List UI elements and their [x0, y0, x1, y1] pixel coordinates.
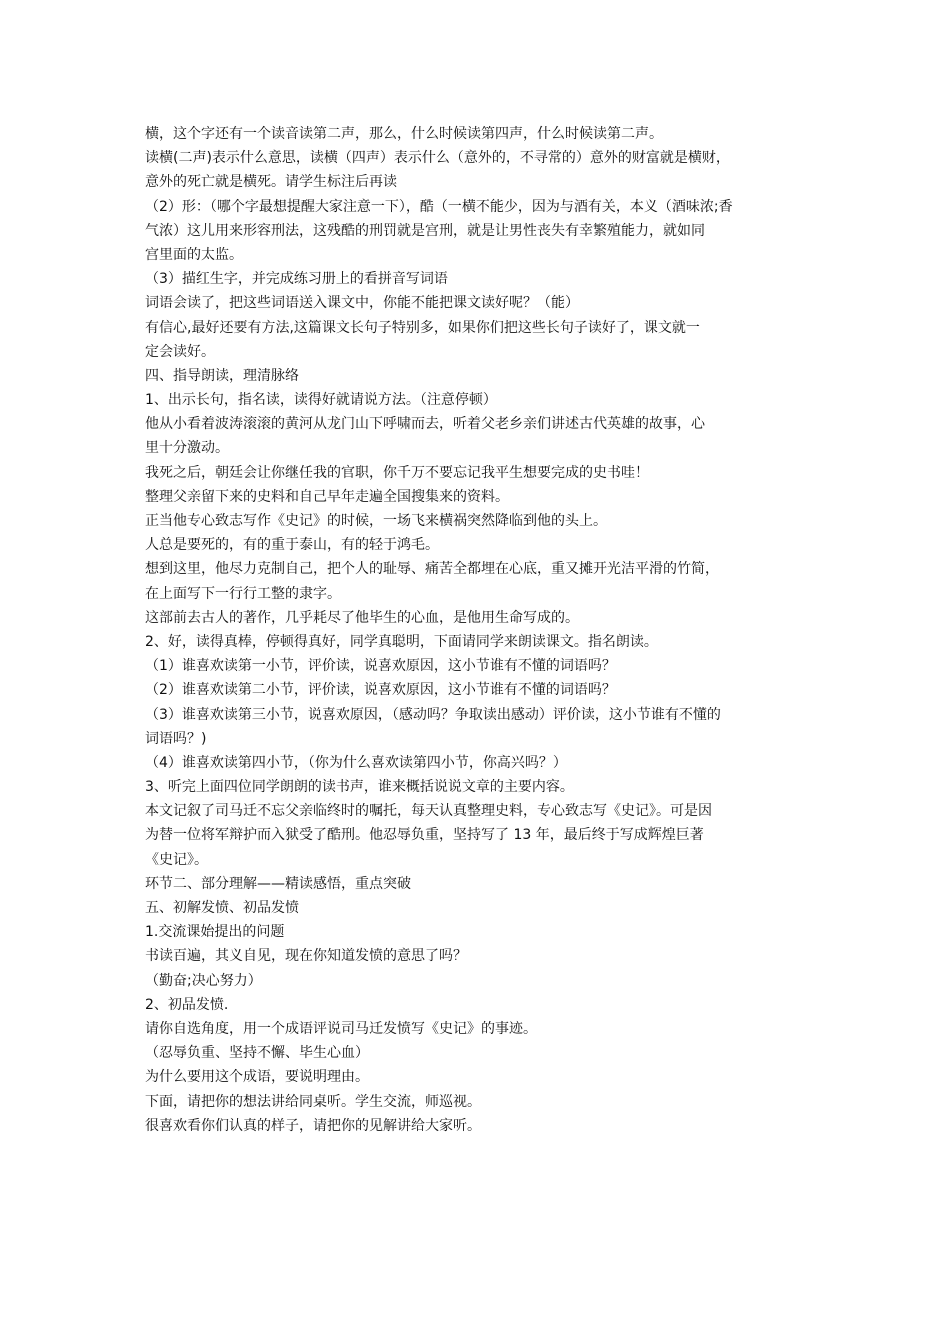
paragraph: [145, 1090, 810, 1114]
document-body: [145, 122, 810, 1138]
paragraph: [145, 1114, 810, 1138]
text-line: 《史记》。: [145, 851, 208, 868]
text-line: 气浓）这儿用来形容刑法，这残酷的刑罚就是宫刑，就是让男性丧失有幸繁殖能力，就如同: [145, 222, 705, 239]
paragraph: [145, 630, 810, 654]
paragraph: [145, 291, 810, 315]
paragraph: [145, 412, 810, 460]
paragraph: [145, 920, 810, 944]
paragraph: [145, 485, 810, 509]
paragraph: [145, 557, 810, 605]
paragraph: [145, 267, 810, 291]
text-line: 读横(二声)表示什么意思，读横（四声）表示什么（意外的，不寻常的）意外的财富就是横财，: [145, 150, 730, 167]
paragraph: [145, 1065, 810, 1089]
paragraph: [145, 1017, 810, 1041]
text-line: 这部前去古人的著作，几乎耗尽了他毕生的心血，是他用生命写成的。: [145, 609, 579, 626]
paragraph: [145, 316, 810, 364]
text-line: （3）谁喜欢读第三小节，说喜欢原因，（感动吗？争取读出感动）评价读，这小节谁有不懂的: [145, 706, 721, 723]
paragraph: [145, 969, 810, 993]
text-line: 横，这个字还有一个读音读第二声，那么，什么时候读第四声，什么时候读第二声。: [145, 126, 663, 142]
text-line: （忍辱负重、坚持不懈、毕生心血）: [145, 1045, 369, 1062]
text-line: （4）谁喜欢读第四小节，（你为什么喜欢读第四小节，你高兴吗？）: [145, 754, 567, 771]
paragraph: [145, 654, 810, 678]
paragraph: [145, 606, 810, 630]
paragraph: [145, 364, 810, 388]
text-line: 环节二、部分理解——精读感悟，重点突破: [145, 875, 411, 892]
text-line: 想到这里，他尽力克制自己，把个人的耻辱、痛苦全都埋在心底，重又摊开光洁平滑的竹简，: [145, 561, 719, 578]
text-line: （2）谁喜欢读第二小节，评价读，说喜欢原因，这小节谁有不懂的词语吗？: [145, 682, 616, 699]
text-line: 有信心,最好还要有方法,这篇课文长句子特别多，如果你们把这些长句子读好了，课文就一: [145, 319, 700, 336]
text-line: 下面，请把你的想法讲给同桌听。学生交流，师巡视。: [145, 1093, 481, 1110]
text-line: 本文记叙了司马迁不忘父亲临终时的嘱托，每天认真整理史料，专心致志写《史记》。可是因: [145, 803, 712, 820]
text-line: 2、好，读得真棒，停顿得真好，同学真聪明，下面请同学来朗读课文。指名朗读。: [145, 633, 658, 650]
paragraph: [145, 872, 810, 896]
paragraph: [145, 896, 810, 920]
text-line: 定会读好。: [145, 343, 215, 360]
text-line: 正当他专心致志写作《史记》的时候，一场飞来横祸突然降临到他的头上。: [145, 513, 607, 529]
text-line: 他从小看着波涛滚滚的黄河从龙门山下呼啸而去，听着父老乡亲们讲述古代英雄的故事，心: [145, 416, 705, 433]
text-line: 整理父亲留下来的史料和自己早年走遍全国搜集来的资料。: [145, 488, 509, 505]
text-line: （勤奋;决心努力）: [145, 972, 262, 989]
text-line: 为替一位将军辩护而入狱受了酷刑。他忍辱负重，坚持写了 13 年，最后终于写成辉煌巨著: [145, 827, 704, 844]
paragraph: [145, 1041, 810, 1065]
text-line: 请你自选角度，用一个成语评说司马迁发愤写《史记》的事迹。: [145, 1020, 537, 1037]
text-line: 在上面写下一行行工整的隶字。: [145, 585, 341, 602]
paragraph: [145, 195, 810, 268]
text-line: 很喜欢看你们认真的样子，请把你的见解讲给大家听。: [145, 1117, 481, 1134]
paragraph: [145, 751, 810, 775]
text-line: 书读百遍，其义自见，现在你知道发愤的意思了吗？: [145, 948, 467, 965]
text-line: 1、出示长句，指名读，读得好就请说方法。（注意停顿）: [145, 392, 497, 409]
paragraph: [145, 122, 810, 146]
text-line: （3）描红生字，并完成练习册上的看拼音写词语: [145, 271, 448, 288]
paragraph: [145, 146, 810, 194]
paragraph: [145, 678, 810, 702]
text-line: 词语会读了，把这些词语送入课文中，你能不能把课文读好呢？（能）: [145, 295, 579, 312]
text-line: 1.交流课始提出的问题: [145, 924, 285, 941]
paragraph: [145, 533, 810, 557]
text-line: 词语吗？): [145, 730, 207, 747]
paragraph: [145, 388, 810, 412]
text-line: 人总是要死的，有的重于泰山，有的轻于鸿毛。: [145, 537, 439, 554]
text-line: 四、指导朗读，理清脉络: [145, 367, 299, 384]
text-line: （1）谁喜欢读第一小节，评价读，说喜欢原因，这小节谁有不懂的词语吗？: [145, 658, 616, 675]
paragraph: [145, 993, 810, 1017]
paragraph: [145, 944, 810, 968]
paragraph: [145, 799, 810, 872]
text-line: 3、听完上面四位同学朗朗的读书声，谁来概括说说文章的主要内容。: [145, 779, 574, 796]
text-line: 2、初品发愤.: [145, 996, 229, 1013]
text-line: 意外的死亡就是横死。请学生标注后再读: [145, 174, 397, 191]
paragraph: [145, 703, 810, 751]
text-line: 五、初解发愤、初品发愤: [145, 900, 299, 916]
text-line: 里十分激动。: [145, 440, 229, 457]
text-line: 宫里面的太监。: [145, 246, 243, 263]
paragraph: [145, 509, 810, 533]
text-line: 为什么要用这个成语，要说明理由。: [145, 1069, 369, 1086]
paragraph: [145, 461, 810, 485]
paragraph: [145, 775, 810, 799]
text-line: （2）形：（哪个字最想提醒大家注意一下），酷（一横不能少，因为与酒有关，本义（酒味浓;香: [145, 198, 733, 215]
text-line: 我死之后，朝廷会让你继任我的官职，你千万不要忘记我平生想要完成的史书哇！: [145, 464, 649, 481]
